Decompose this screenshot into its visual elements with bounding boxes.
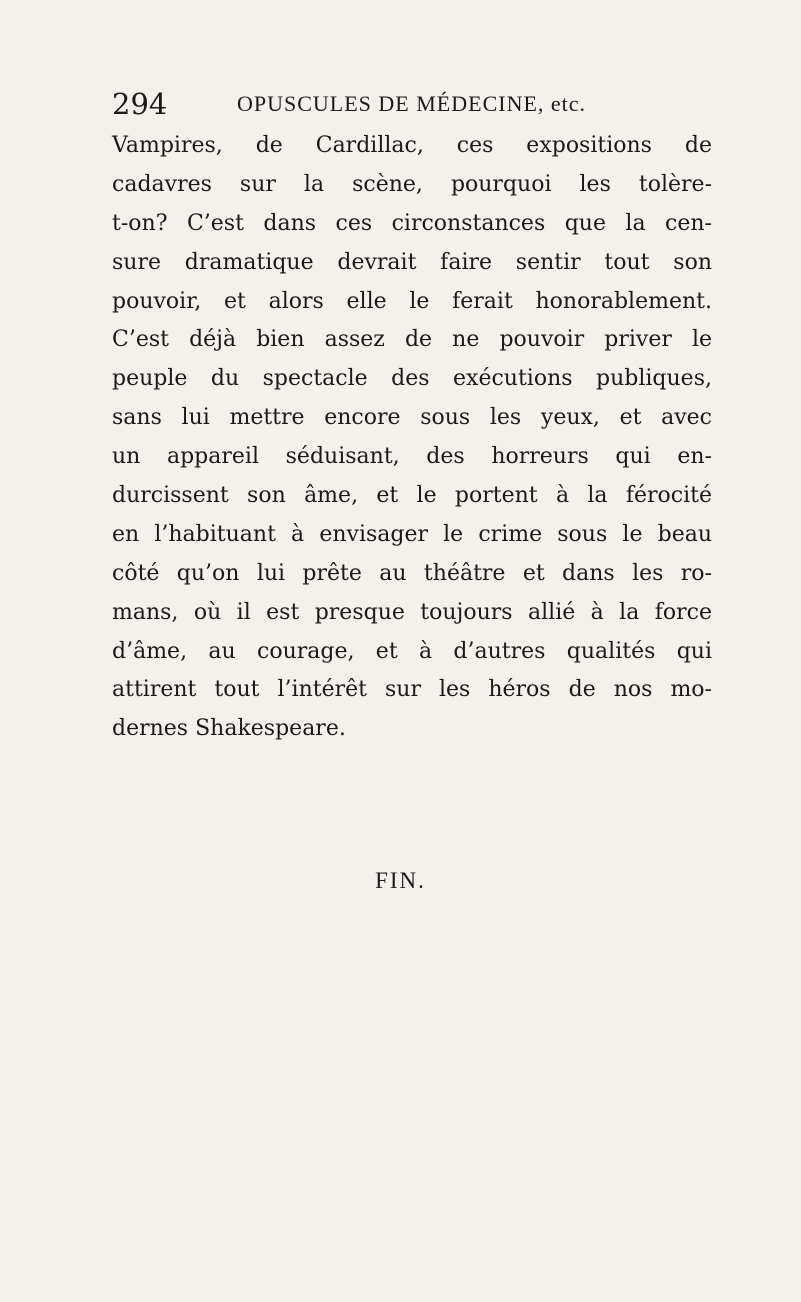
text-line: attirent tout l’intérêt sur les héros de nos mo- (112, 677, 712, 703)
text-line: pouvoir, et alors elle le ferait honorablement. (112, 288, 712, 314)
text-line: mans, où il est presque toujours allié à la force (112, 599, 712, 625)
text-line: cadavres sur la scène, pourquoi les tolère- (112, 171, 712, 197)
text-line: dernes Shakespeare. (112, 716, 346, 742)
page-number: 294 (112, 87, 168, 121)
running-header (112, 84, 712, 124)
text-line: en l’habituant à envisager le crime sous le beau (112, 521, 712, 547)
text-line: t-on? C’est dans ces circonstances que la cen- (112, 210, 712, 236)
text-line: un appareil séduisant, des horreurs qui en- (112, 444, 712, 470)
text-line: côté qu’on lui prête au théâtre et dans les ro- (112, 560, 712, 586)
text-line: C’est déjà bien assez de ne pouvoir priver le (112, 327, 712, 353)
text-line: peuple du spectacle des exécutions publiques, (112, 366, 712, 392)
text-line: d’âme, au courage, et à d’autres qualités qui (112, 638, 712, 664)
running-title: OPUSCULES DE MÉDECINE, etc. (237, 91, 587, 116)
end-mark: FIN. (375, 868, 426, 893)
body-paragraph (112, 127, 712, 749)
text-line: Vampires, de Cardillac, ces expositions de (112, 133, 712, 158)
text-line: sans lui mettre encore sous les yeux, et avec (112, 405, 712, 431)
text-line: durcissent son âme, et le portent à la férocité (112, 483, 712, 509)
text-line: sure dramatique devrait faire sentir tout son (112, 249, 712, 275)
